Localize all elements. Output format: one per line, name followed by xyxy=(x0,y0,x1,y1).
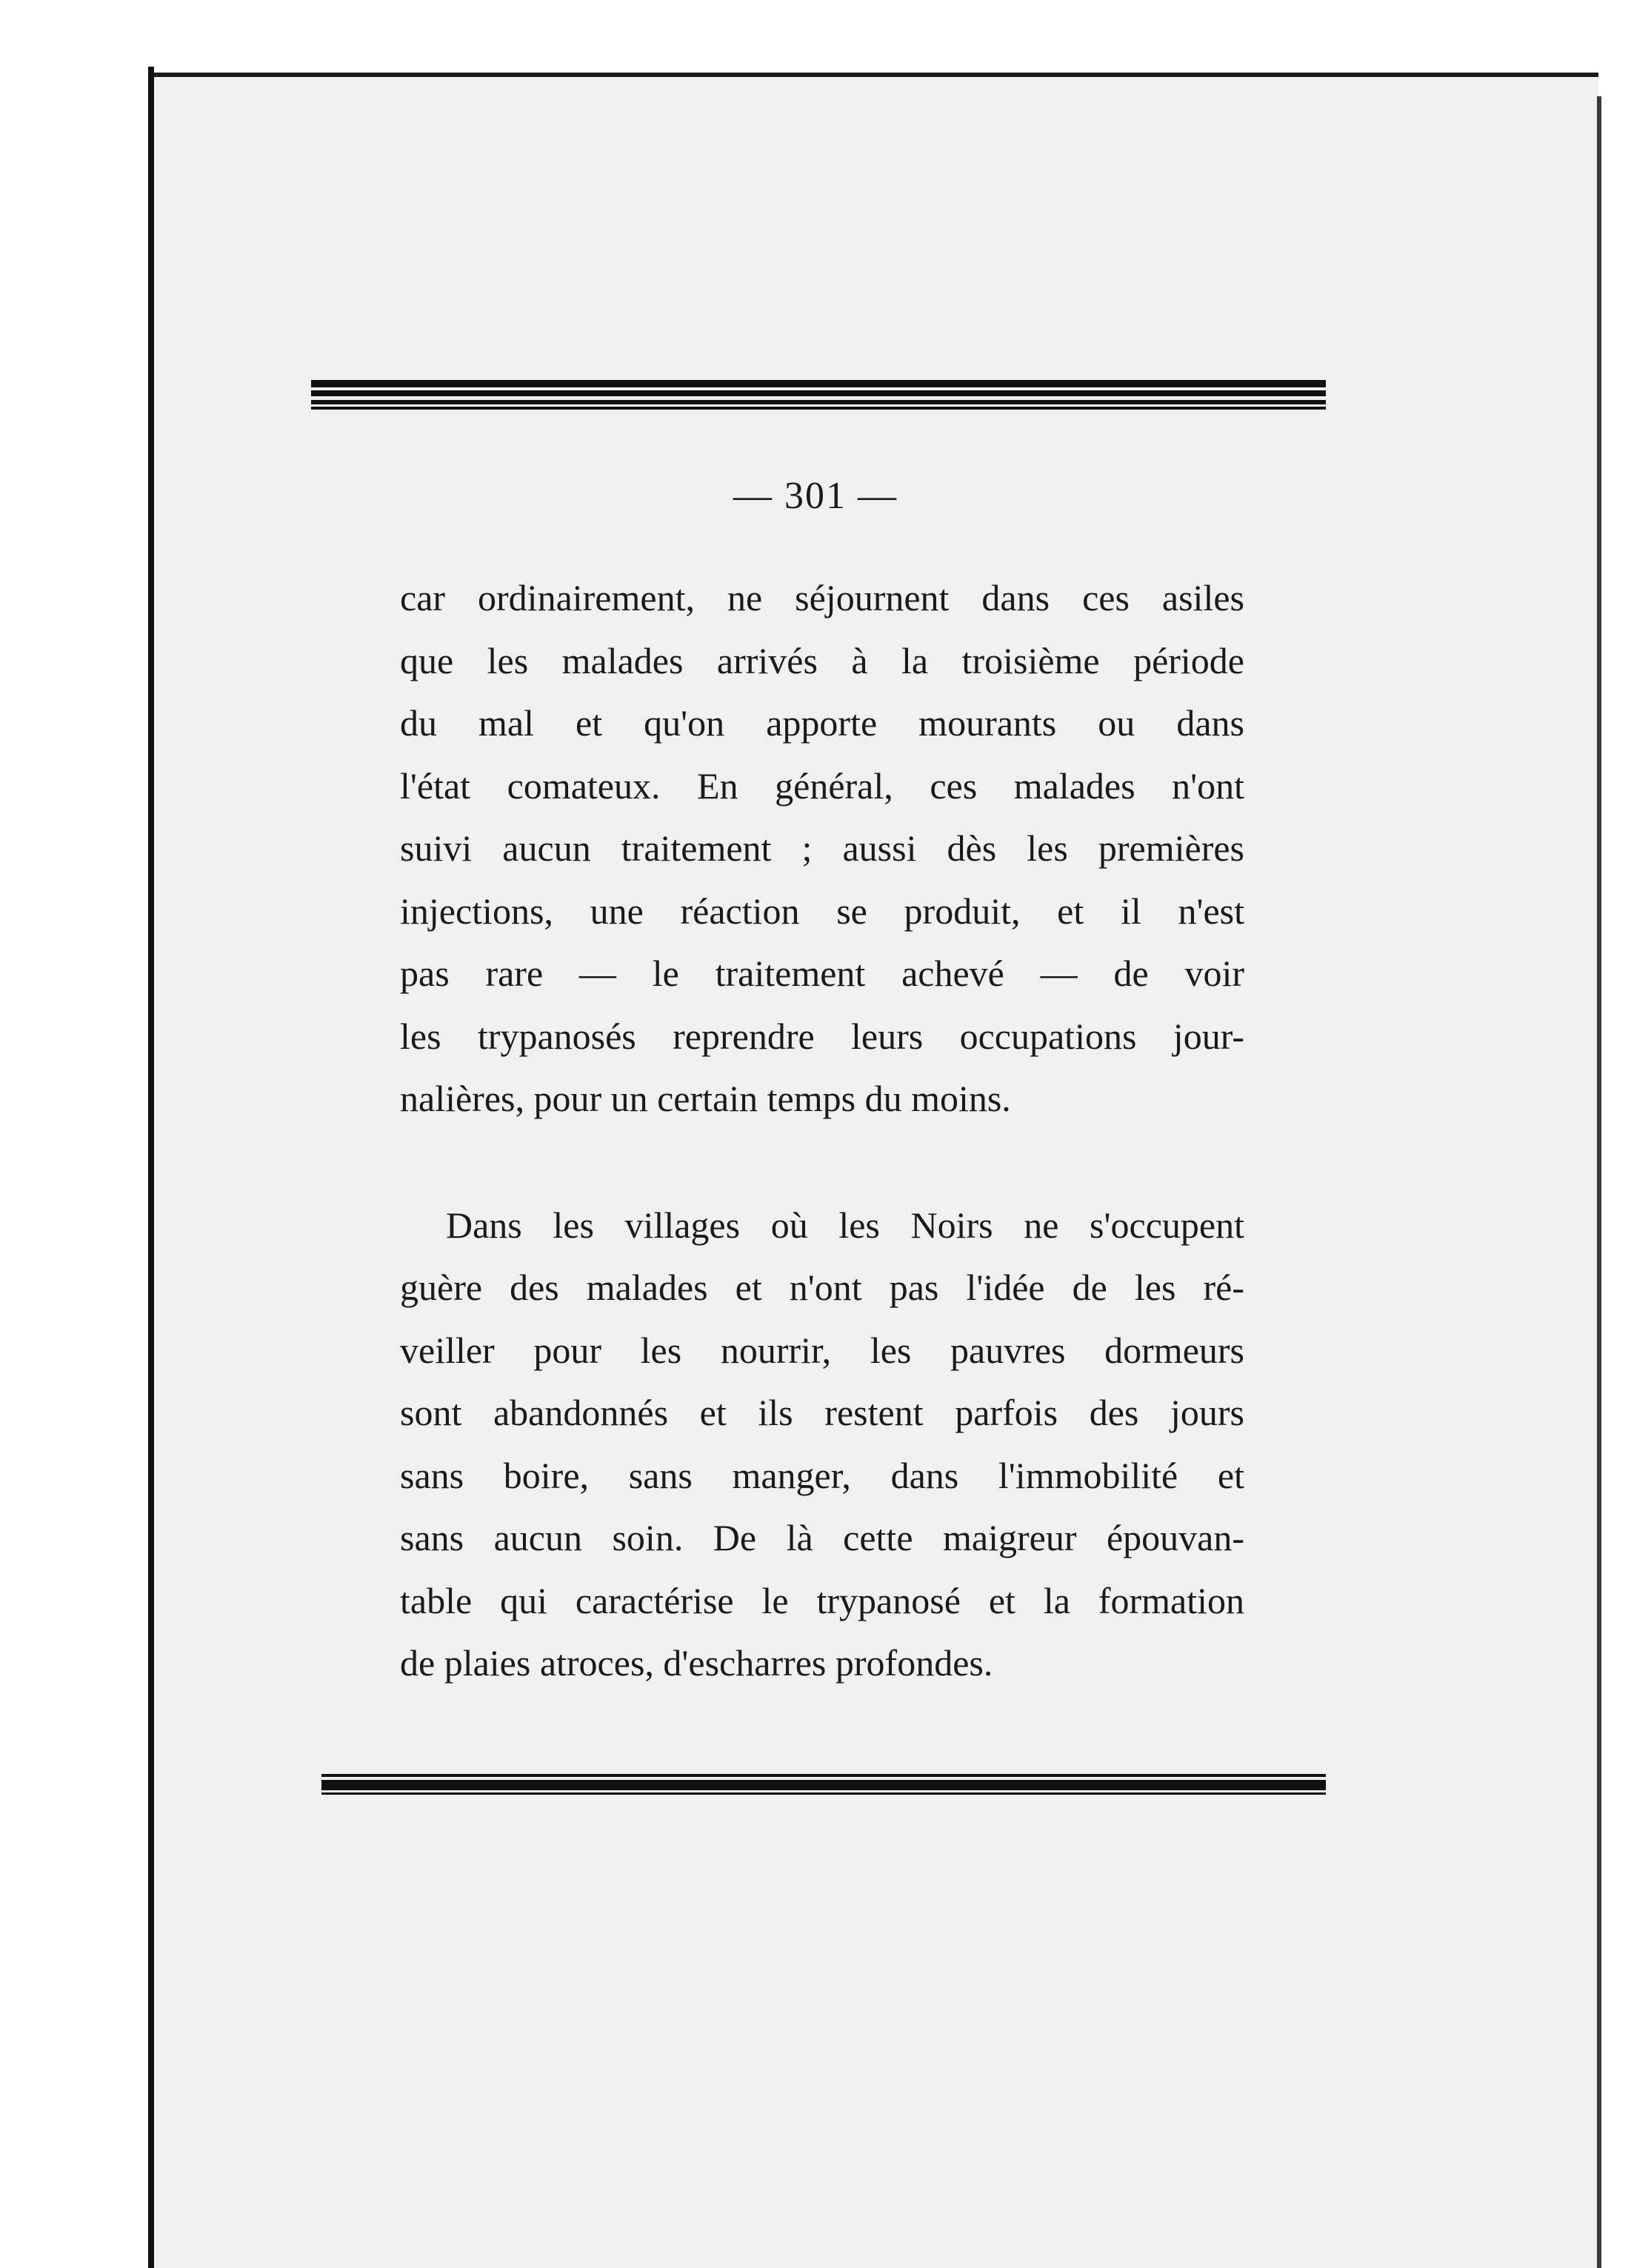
text-line: table qui caractérise le trypanosé et la formation xyxy=(400,1579,1244,1621)
page-edge xyxy=(1597,96,1601,2268)
text-line: guère des malades et n'ont pas l'idée de les ré- xyxy=(400,1267,1244,1308)
text-line: veiller pour les nourrir, les pauvres dormeurs xyxy=(400,1329,1244,1371)
text-line: pas rare — le traitement achevé — de voir xyxy=(400,953,1244,994)
text-line: nalières, pour un certain temps du moins. xyxy=(400,1078,1011,1119)
top-decorative-rule xyxy=(311,380,1326,410)
body-text xyxy=(400,567,1244,1695)
text-line: car ordinairement, ne séjournent dans ces asiles xyxy=(400,577,1244,618)
binding-edge xyxy=(148,67,154,2268)
text-line: sans aucun soin. De là cette maigreur épouvan- xyxy=(400,1517,1244,1558)
text-line: suivi aucun traitement ; aussi dès les premières xyxy=(400,827,1244,869)
text-line: sans boire, sans manger, dans l'immobilité et xyxy=(400,1454,1244,1496)
page-number: — 301 — xyxy=(733,475,898,517)
text-line: Dans les villages où les Noirs ne s'occupent xyxy=(446,1204,1244,1246)
text-line: sont abandonnés et ils restent parfois des jours xyxy=(400,1392,1244,1433)
text-line: injections, une réaction se produit, et il n'est xyxy=(400,890,1244,932)
text-line: l'état comateux. En général, ces malades n'ont xyxy=(400,764,1244,807)
bottom-decorative-rule xyxy=(321,1774,1326,1795)
text-line: que les malades arrivés à la troisième période xyxy=(400,639,1244,681)
text-line: du mal et qu'on apporte mourants ou dans xyxy=(400,702,1244,744)
paragraph-gap xyxy=(400,1130,1244,1194)
text-line: de plaies atroces, d'escharres profondes. xyxy=(400,1642,993,1684)
text-line: les trypanosés reprendre leurs occupations jour- xyxy=(400,1015,1244,1057)
